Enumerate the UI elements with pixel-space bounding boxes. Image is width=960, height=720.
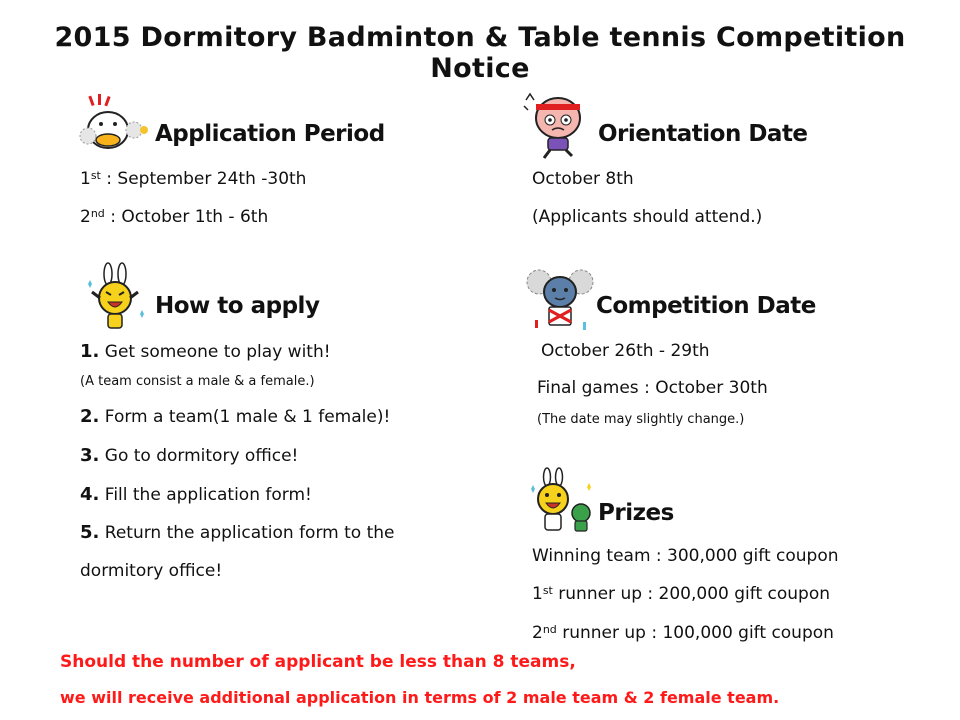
round-2-number: 2 bbox=[80, 207, 91, 227]
step-2-text: Form a team(1 male & 1 female)! bbox=[99, 407, 391, 427]
final-games-date: Final games : October 30th bbox=[537, 378, 768, 398]
celebrating-friends-icon bbox=[525, 467, 597, 537]
step-2 bbox=[80, 406, 390, 427]
winning-team-prize: Winning team : 300,000 gift coupon bbox=[532, 546, 839, 566]
round-1-number: 1 bbox=[80, 169, 91, 189]
second-runner-number: 2 bbox=[532, 623, 543, 643]
how-to-apply-heading: How to apply bbox=[155, 293, 320, 319]
competition-heading: Competition Date bbox=[596, 293, 816, 319]
step-1-text: Get someone to play with! bbox=[99, 342, 331, 362]
cheerleader-duck-icon bbox=[78, 94, 150, 158]
step-4-text: Fill the application form! bbox=[99, 485, 312, 505]
step-4-number: 4. bbox=[80, 484, 100, 505]
page-title: 2015 Dormitory Badminton & Table tennis Competition Notice bbox=[54, 22, 906, 84]
first-runner-up-prize bbox=[532, 584, 830, 604]
first-runner-text: runner up : 200,000 gift coupon bbox=[552, 584, 831, 604]
competition-note: (The date may slightly change.) bbox=[537, 412, 745, 427]
application-round-2 bbox=[80, 207, 268, 227]
second-runner-text: runner up : 100,000 gift coupon bbox=[556, 623, 834, 643]
second-runner-up-prize bbox=[532, 623, 834, 643]
step-3-text: Go to dormitory office! bbox=[99, 446, 299, 466]
second-runner-suffix: nd bbox=[542, 623, 557, 636]
first-runner-suffix: st bbox=[542, 584, 553, 597]
step-5 bbox=[80, 522, 394, 543]
application-round-1 bbox=[80, 169, 306, 189]
step-1-number: 1. bbox=[80, 341, 100, 362]
prizes-heading: Prizes bbox=[598, 500, 674, 526]
notice-line-2: we will receive additional application in terms of 2 male team & 2 female team. bbox=[60, 688, 780, 707]
step-2-number: 2. bbox=[80, 406, 100, 427]
step-1-note: (A team consist a male & a female.) bbox=[80, 374, 315, 389]
application-period-heading: Application Period bbox=[155, 121, 385, 147]
step-5-continued: dormitory office! bbox=[80, 561, 223, 581]
shouting-rabbit-icon bbox=[80, 262, 152, 334]
round-2-dates: : October 1th - 6th bbox=[104, 207, 269, 227]
step-5-number: 5. bbox=[80, 522, 100, 543]
round-1-suffix: st bbox=[90, 169, 101, 182]
orientation-date: October 8th bbox=[532, 169, 634, 189]
pompom-cheer-icon bbox=[525, 262, 595, 334]
step-3 bbox=[80, 445, 298, 466]
step-1 bbox=[80, 341, 331, 362]
round-2-suffix: nd bbox=[90, 207, 105, 220]
orientation-heading: Orientation Date bbox=[598, 121, 808, 147]
first-runner-number: 1 bbox=[532, 584, 543, 604]
orientation-note: (Applicants should attend.) bbox=[532, 207, 763, 227]
step-4 bbox=[80, 484, 312, 505]
step-3-number: 3. bbox=[80, 445, 100, 466]
round-1-dates: : September 24th -30th bbox=[100, 169, 307, 189]
notice-line-1: Should the number of applicant be less than 8 teams, bbox=[60, 652, 576, 672]
step-5-text: Return the application form to the bbox=[99, 523, 395, 543]
headband-peach-icon bbox=[522, 90, 594, 162]
competition-dates: October 26th - 29th bbox=[541, 341, 710, 361]
